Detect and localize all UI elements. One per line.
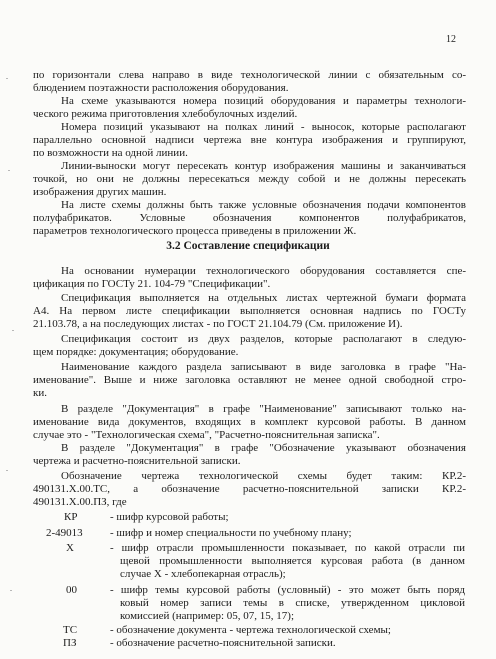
text-line: чертежа и расчетно-пояснительной записки. [33,455,241,467]
legend-desc: - обозначение документа - чертежа технологической схемы; [110,624,391,636]
text-line: 490131.Х.00.ПЗ, где [33,496,127,508]
text-line: Обозначение чертежа технологической схемы будет таким: КР.2- [61,470,466,482]
text-line: Спецификация выполняется на отдельных листах чертежной бумаги формата [61,292,466,304]
text-line: Номера позиций указывают на полках линий - выносок, которые располагают [61,121,466,133]
page-number: 12 [446,34,456,45]
text-line: В разделе "Документация" в графе "Наименование" записывают только на- [61,403,466,415]
legend-desc: - шифр темы курсовой работы (условный) - это может быть поряд [110,584,465,596]
text-line: блюдением поэтажности расположения оборудования. [33,82,289,94]
scan-speck [8,170,10,171]
legend-abbr: Х [66,542,74,554]
text-line: 21.103.78, а на последующих листах - по ГОСТ 21.104.79 (См. приложение И). [33,318,403,330]
text-line: Наименование каждого раздела записывают в виде заголовка в графе "На- [61,361,466,373]
text-line: параллельно основной надписи чертежа вне контура изображения и группируют, [33,134,466,146]
text-line: по горизонтали слева направо в виде технологической линии с обязательным со- [33,69,466,81]
legend-desc: - шифр и номер специальности по учебному плану; [110,527,352,539]
scan-speck [6,78,8,79]
legend-abbr: ТС [63,624,78,636]
legend-abbr: 00 [66,584,77,596]
text-line: по возможности на одной линии. [33,147,188,159]
legend-abbr: ПЗ [63,637,77,649]
text-line: В разделе "Документация" в графе "Обозначение указывают обозначения [61,442,466,454]
legend-abbr: 2-49013 [46,527,83,539]
text-line: Линии-выноски могут пересекать контур изображения машины и заканчиваться [61,160,466,172]
text-line: ки. [33,387,47,399]
text-line: случае это - "Технологическая схема", "Расчетно-пояснительная записка". [33,429,380,441]
text-line: Спецификация состоит из двух разделов, которые располагают в следую- [61,333,466,345]
text-line: именование вида документов, входящих в комплект курсовой работы. В данном [33,416,466,428]
legend-desc: случае Х - хлебопекарная отрасль); [120,568,286,580]
text-line: именование". Выше и ниже заголовка оставляют не менее одной свободной стро- [33,374,466,386]
legend-abbr: КР [64,511,78,523]
legend-desc: - шифр курсовой работы; [110,511,229,523]
scan-speck [10,590,12,591]
legend-desc: - шифр отрасли промышленности показывает, по какой отрасли пи [110,542,465,554]
text-line: На листе схемы должны быть также условные обозначения подачи компонентов [61,199,466,211]
text-line: параметров технологического процесса приведены в приложении Ж. [33,225,357,237]
legend-desc: ковый номер записи темы в списке, утвержденном цикловой [120,597,465,609]
text-line: А4. На первом листе спецификации выполняется основная надпись по ГОСТу [33,305,466,317]
text-line: полуфабрикатов. Условные обозначения компонентов полуфабрикатов, [33,212,466,224]
text-line: На основании нумерации технологического оборудования составляется спе- [61,265,466,277]
text-line: точкой, но они не должны пересекаться между собой и не должны пересекать [33,173,466,185]
legend-desc: - обозначение расчетно-пояснительной записки. [110,637,336,649]
scan-speck [6,470,8,471]
text-line: ческого режима приготовления хлебобулочных изделий. [33,108,298,120]
text-line: 490131.Х.00.ТС, а обозначение расчетно-пояснительной записки КР.2- [33,483,466,495]
text-line: изображения других машин. [33,186,167,198]
text-line: щем порядке: документация; оборудование. [33,346,239,358]
section-heading: 3.2 Составление спецификации [166,240,330,252]
scan-speck [12,330,14,331]
legend-desc: комиссией (например: 05, 07, 15, 17); [120,610,295,622]
text-line: На схеме указываются номера позиций оборудования и параметры технологи- [61,95,466,107]
text-line: цификация по ГОСТу 21. 104-79 "Спецификации". [33,278,271,290]
legend-desc: щевой промышленности выполняется курсовая работа (в данном [120,555,465,567]
